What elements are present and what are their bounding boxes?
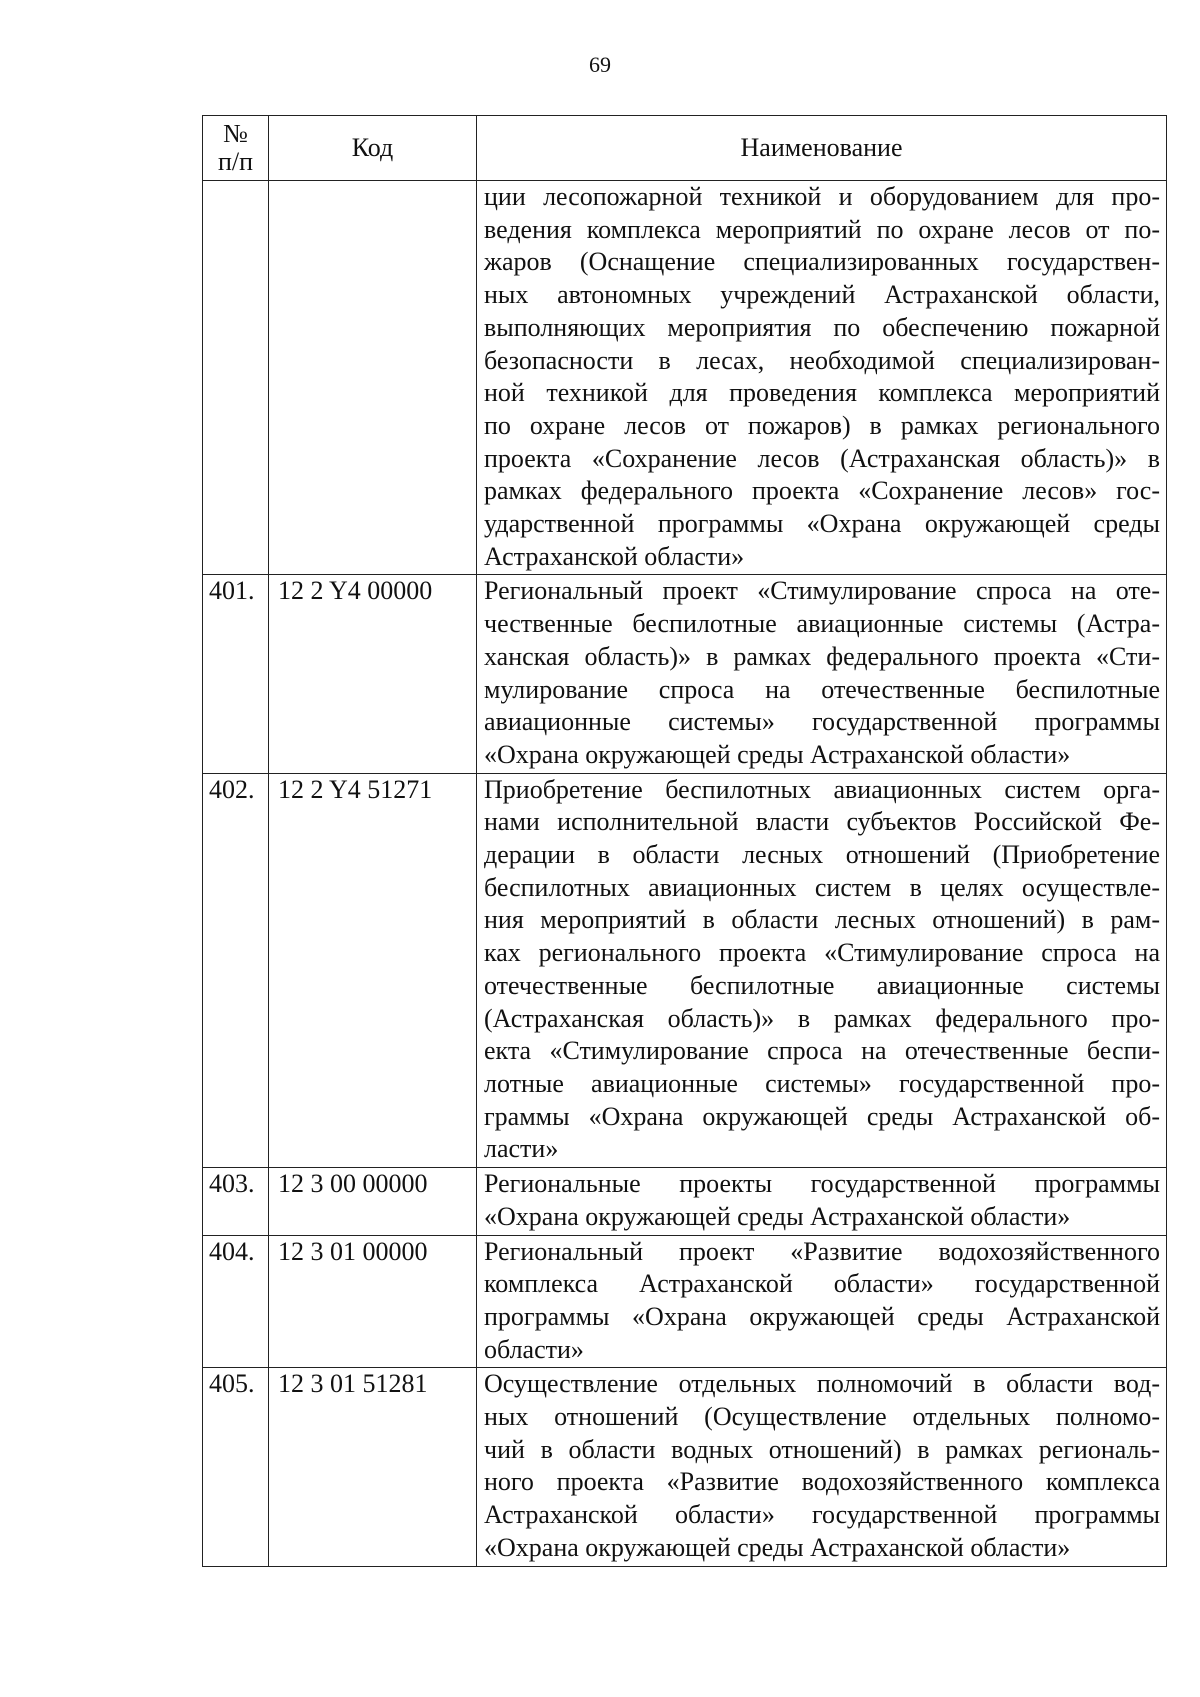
- row-name-line: беспилотных авиационных систем в целях осуществле-: [484, 872, 1160, 902]
- row-name-line: Астраханской области»: [484, 541, 745, 571]
- header-number-sign: №: [223, 119, 248, 148]
- table-row-continuation: [203, 181, 1167, 575]
- header-name: Наименование: [477, 116, 1167, 181]
- row-name-line: ных автономных учреждений Астраханской области,: [484, 280, 1160, 310]
- row-name-line: «Охрана окружающей среды Астраханской области»: [484, 739, 1071, 769]
- row-name-line: ной техникой для проведения комплекса мероприятий: [484, 378, 1160, 408]
- row-name-line: Осуществление отдельных полномочий в области вод-: [484, 1369, 1160, 1399]
- row-number: 404.: [203, 1235, 269, 1368]
- page-number: 69: [589, 52, 611, 77]
- row-number: [203, 181, 269, 575]
- header-code: Код: [269, 116, 477, 181]
- row-code: 12 2 Y4 51271: [269, 773, 477, 1167]
- table-row: [203, 1168, 1167, 1235]
- row-code: 12 3 00 00000: [269, 1168, 477, 1235]
- table-header-row: [203, 116, 1167, 181]
- row-name: [477, 1168, 1167, 1235]
- row-name-line: Региональный проект «Развитие водохозяйственного: [484, 1236, 1160, 1266]
- row-name: [477, 1235, 1167, 1368]
- row-name-line: ханская область)» в рамках федерального проекта «Сти-: [484, 641, 1160, 671]
- row-name-line: ции лесопожарной техникой и оборудованием для про-: [484, 182, 1160, 211]
- row-code: [269, 181, 477, 575]
- table-row: [203, 1368, 1167, 1566]
- row-name-line: дерации в области лесных отношений (Приобретение: [484, 840, 1160, 870]
- row-name-line: отечественные беспилотные авиационные системы: [484, 970, 1160, 1000]
- row-name-line: нами исполнительной власти субъектов Российской Фе-: [484, 807, 1160, 837]
- row-name-line: ведения комплекса мероприятий по охране лесов от по-: [484, 214, 1160, 244]
- row-name: [477, 773, 1167, 1167]
- row-number: 402.: [203, 773, 269, 1167]
- table-row: [203, 773, 1167, 1167]
- row-name-line: Региональный проект «Стимулирование спроса на оте-: [484, 576, 1160, 606]
- row-name-line: по охране лесов от пожаров) в рамках регионального: [484, 410, 1160, 440]
- row-name-line: ударственной программы «Охрана окружающей среды: [484, 509, 1160, 539]
- table-row: [203, 1235, 1167, 1368]
- row-name-line: программы «Охрана окружающей среды Астраханской: [484, 1301, 1160, 1331]
- row-name-line: мулирование спроса на отечественные беспилотные: [484, 674, 1160, 704]
- table-row: [203, 575, 1167, 773]
- row-name-line: лотные авиационные системы» государственной про-: [484, 1068, 1160, 1098]
- row-name-line: области»: [484, 1334, 584, 1364]
- row-name-line: Приобретение беспилотных авиационных систем орга-: [484, 774, 1160, 804]
- row-name-line: ласти»: [484, 1134, 559, 1164]
- row-name-line: чий в области водных отношений) в рамках региональ-: [484, 1434, 1160, 1464]
- row-number: 405.: [203, 1368, 269, 1566]
- row-code: 12 2 Y4 00000: [269, 575, 477, 773]
- row-name-line: «Охрана окружающей среды Астраханской области»: [484, 1201, 1071, 1231]
- row-name-line: ных отношений (Осуществление отдельных полномо-: [484, 1402, 1160, 1432]
- row-name-line: жаров (Оснащение специализированных государствен-: [484, 247, 1160, 277]
- row-name-line: Астраханской области» государственной программы: [484, 1500, 1160, 1530]
- row-name-line: (Астраханская область)» в рамках федерального про-: [484, 1003, 1160, 1033]
- budget-codes-table: [202, 115, 1167, 1567]
- row-number: 401.: [203, 575, 269, 773]
- row-name-line: проекта «Сохранение лесов (Астраханская область)» в: [484, 443, 1160, 473]
- row-name-line: рамках федерального проекта «Сохранение лесов» гос-: [484, 476, 1160, 506]
- row-code: 12 3 01 51281: [269, 1368, 477, 1566]
- row-name: [477, 181, 1167, 575]
- row-name-line: комплекса Астраханской области» государственной: [484, 1269, 1160, 1299]
- row-code: 12 3 01 00000: [269, 1235, 477, 1368]
- header-number: [203, 116, 269, 181]
- row-name-line: ках регионального проекта «Стимулирование спроса на: [484, 938, 1160, 968]
- row-name-line: чественные беспилотные авиационные системы (Астра-: [484, 609, 1160, 639]
- row-name-line: безопасности в лесах, необходимой специализирован-: [484, 345, 1160, 375]
- row-name-line: граммы «Охрана окружающей среды Астраханской об-: [484, 1101, 1160, 1131]
- row-name-line: екта «Стимулирование спроса на отечественные беспи-: [484, 1036, 1160, 1066]
- row-name: [477, 575, 1167, 773]
- row-number: 403.: [203, 1168, 269, 1235]
- table-body: [203, 181, 1167, 1567]
- row-name-line: выполняющих мероприятия по обеспечению пожарной: [484, 312, 1160, 342]
- row-name-line: ного проекта «Развитие водохозяйственного комплекса: [484, 1467, 1160, 1497]
- row-name-line: «Охрана окружающей среды Астраханской области»: [484, 1532, 1071, 1562]
- row-name-line: Региональные проекты государственной программы: [484, 1169, 1160, 1199]
- row-name-line: ния мероприятий в области лесных отношений) в рам-: [484, 905, 1160, 935]
- row-name-line: авиационные системы» государственной программы: [484, 707, 1160, 737]
- row-name: [477, 1368, 1167, 1566]
- header-number-abbr: п/п: [217, 147, 254, 176]
